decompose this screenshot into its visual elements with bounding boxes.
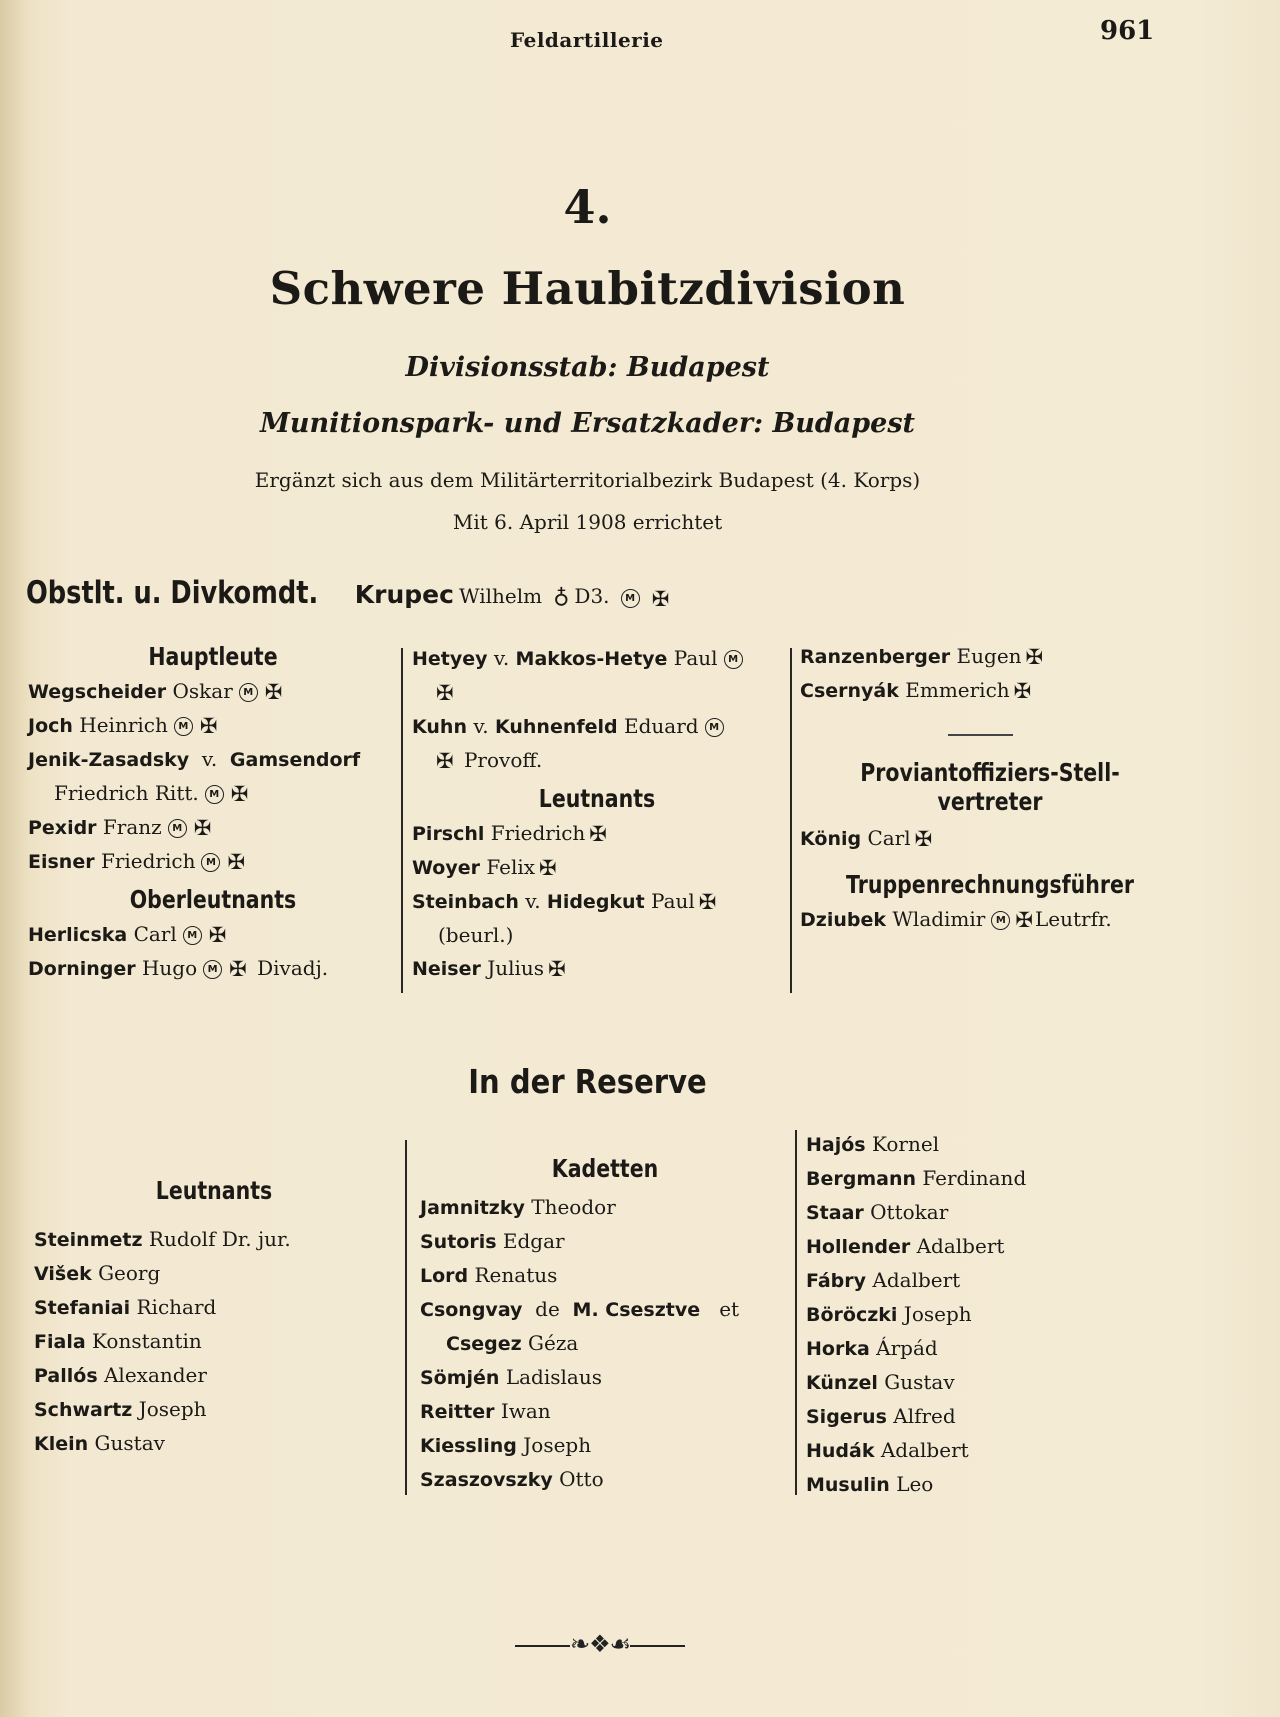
recruitment-line: Ergänzt sich aus dem Militärterritorialbezirk Budapest (4. Korps): [254, 468, 921, 492]
column-divider: [790, 648, 792, 993]
active-column-1: [28, 642, 398, 986]
list-item: Pallós Alexander: [34, 1363, 207, 1387]
list-item: Schwartz Joseph: [34, 1397, 207, 1421]
list-item: Steinmetz Rudolf Dr. jur.: [34, 1227, 291, 1251]
merit-badge-icon: M: [205, 785, 224, 804]
merit-badge-icon: M: [203, 960, 222, 979]
column-divider: [795, 1130, 797, 1495]
list-item: König Carl ✠: [800, 826, 933, 851]
heading-oberleutnants: Oberleutnants: [129, 885, 297, 914]
merit-badge-icon: M: [705, 718, 724, 737]
division-staff: Divisionsstab: Budapest: [405, 352, 770, 383]
merit-badge-icon: M: [239, 683, 258, 702]
unit-number: 4.: [563, 180, 612, 234]
list-item: Reitter Iwan: [420, 1399, 551, 1423]
list-item: Hetyey v. Makkos-Hetye Paul M: [412, 642, 782, 676]
heading-hauptleute: Hauptleute: [148, 642, 278, 671]
list-item: Jenik-Zasadsky v. Gamsendorf: [28, 747, 361, 771]
commander-given: Wilhelm: [459, 584, 543, 608]
list-item: Szaszovszky Otto: [420, 1467, 604, 1491]
commander-line: [26, 575, 673, 611]
column-divider: [405, 1140, 407, 1495]
list-item: Višek Georg: [34, 1261, 161, 1285]
list-item: Csegez Géza: [446, 1331, 579, 1355]
merit-badge-icon: M: [183, 926, 202, 945]
cross-icon: ✠: [914, 827, 933, 851]
list-item: Neiser Julius ✠: [412, 956, 566, 981]
list-item: Sömjén Ladislaus: [420, 1365, 602, 1389]
merit-badge-icon: M: [724, 650, 743, 669]
page-number: 961: [1100, 16, 1155, 46]
merit-badge-icon: M: [201, 853, 220, 872]
reserve-column-2: [420, 1148, 790, 1497]
cross-icon: ✠: [1025, 645, 1044, 669]
cross-icon: ✠: [651, 586, 670, 611]
cross-icon: ✠: [698, 890, 717, 914]
list-item: Pirschl Friedrich ✠: [412, 821, 607, 846]
ornament-divider-icon: ❧❖☙: [515, 1630, 685, 1658]
unit-title: Schwere Haubitzdivision: [269, 262, 906, 315]
list-item: Sutoris Edgar: [420, 1229, 565, 1253]
section-rule: [948, 734, 1013, 736]
list-item: Stefaniai Richard: [34, 1295, 217, 1319]
heading-proviant-line1: Proviantoffiziers-Stell-: [860, 758, 1120, 787]
heading-leutnants: Leutnants: [538, 784, 656, 813]
cross-icon: ✠: [1015, 908, 1033, 932]
cross-icon: ✠: [199, 714, 218, 738]
list-item: Wegscheider Oskar M ✠: [28, 679, 283, 704]
list-item: (beurl.): [438, 923, 514, 947]
cross-icon: ✠: [589, 822, 607, 846]
cross-icon: ✠: [208, 923, 227, 947]
heading-proviant-line2: vertreter: [937, 787, 1043, 816]
list-item: Friedrich Ritt. M ✠: [54, 781, 249, 806]
column-divider: [401, 648, 403, 993]
list-item: Ranzenberger Eugen ✠: [800, 644, 1044, 669]
list-item: Klein Gustav: [34, 1431, 165, 1455]
list-item: Eisner Friedrich M ✠: [28, 849, 246, 874]
list-item: Bergmann Ferdinand: [806, 1166, 1027, 1190]
list-item: Sigerus Alfred: [806, 1404, 956, 1428]
list-item: Kiessling Joseph: [420, 1433, 592, 1457]
cross-icon: ✠: [436, 749, 454, 773]
list-item: Jamnitzky Theodor: [420, 1195, 616, 1219]
ammunition-depot: Munitionspark- und Ersatzkader: Budapest: [259, 408, 916, 439]
heading-reserve-leutnants: Leutnants: [155, 1176, 273, 1205]
list-item: Hudák Adalbert: [806, 1438, 969, 1462]
heading-truppenrechnungsfuehrer: Truppenrechnungsführer: [846, 870, 1134, 899]
list-item: Steinbach v. Hidegkut Paul ✠: [412, 889, 717, 914]
commander-marks: D3.: [574, 584, 610, 608]
cross-icon: ✠: [229, 957, 247, 981]
list-item: Lord Renatus: [420, 1263, 558, 1287]
list-item: Hajós Kornel: [806, 1132, 940, 1156]
list-item: [412, 676, 782, 710]
list-item: Woyer Felix ✠: [412, 855, 557, 880]
list-item: Dorninger Hugo M ✠ Divadj.: [28, 956, 329, 981]
list-item: Böröczki Joseph: [806, 1302, 972, 1326]
cross-icon: ✠: [227, 850, 246, 874]
list-item: Kuhn v. Kuhnenfeld Eduard M: [412, 710, 782, 744]
commander-surname: Krupec: [354, 580, 454, 609]
cross-icon: ✠: [436, 681, 454, 705]
list-item: Csernyák Emmerich ✠: [800, 678, 1032, 703]
list-item: Hollender Adalbert: [806, 1234, 1005, 1258]
list-item: Dziubek Wladimir M ✠ Leutrfr.: [800, 907, 1112, 932]
list-item: Künzel Gustav: [806, 1370, 955, 1394]
cross-icon: ✠: [548, 957, 566, 981]
established-line: Mit 6. April 1908 errichtet: [452, 510, 723, 534]
cross-icon: ✠: [1013, 679, 1032, 703]
list-item: Pexidr Franz M ✠: [28, 815, 212, 840]
merit-badge-icon: M: [621, 589, 640, 608]
list-item: ✠ Provoff.: [436, 748, 543, 773]
heading-kadetten: Kadetten: [551, 1154, 659, 1183]
cross-icon: ✠: [230, 782, 249, 806]
list-item: Musulin Leo: [806, 1472, 934, 1496]
cross-icon: ✠: [539, 856, 557, 880]
list-item: Herlicska Carl M ✠: [28, 922, 227, 947]
list-item: Fábry Adalbert: [806, 1268, 961, 1292]
merit-badge-icon: M: [991, 911, 1010, 930]
reserve-column-1: [34, 1170, 394, 1461]
reserve-title: In der Reserve: [468, 1062, 707, 1101]
reserve-column-3: [806, 1128, 1176, 1502]
merit-badge-icon: M: [168, 819, 187, 838]
merit-badge-icon: M: [174, 717, 193, 736]
list-item: Joch Heinrich M ✠: [28, 713, 218, 738]
active-column-3: [800, 640, 1180, 937]
list-item: Csongvay de M. Csesztve et: [420, 1297, 740, 1321]
cross-icon: ✠: [193, 816, 212, 840]
running-head: Feldartillerie: [510, 28, 664, 52]
order-icon: ♁: [553, 584, 570, 609]
list-item: Horka Árpád: [806, 1336, 938, 1360]
cross-icon: ✠: [264, 680, 283, 704]
commander-rank: Obstlt. u. Divkomdt.: [26, 575, 319, 611]
list-item: Staar Ottokar: [806, 1200, 949, 1224]
active-column-2: [412, 642, 782, 986]
list-item: Fiala Konstantin: [34, 1329, 202, 1353]
